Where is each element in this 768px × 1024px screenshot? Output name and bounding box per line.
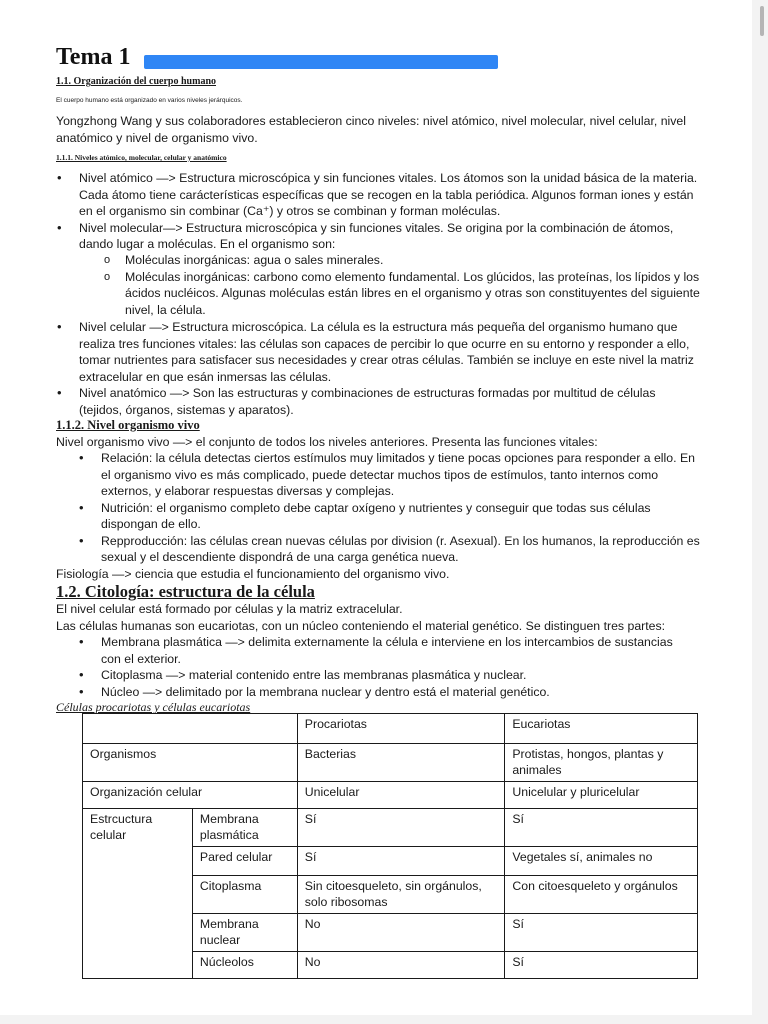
fisiologia-line: Fisiología —> ciencia que estudia el funcionamiento del organismo vivo. [56,567,450,581]
row-label: Organismos [83,744,298,782]
table-cell: No [297,952,505,979]
table-header-cell: Procariotas [297,714,505,744]
list-item: • Citoplasma —> material contenido entre las membranas plasmática y nuclear. [79,667,527,682]
table-header-cell [83,714,298,744]
list-item: • Membrana plasmática —> delimita externamente la célula e interviene en los intercambios de sustancias con el exterior. [79,634,673,666]
list-item: • Núcleo —> delimitado por la membrana nuclear y dentro está el material genético. [79,683,550,699]
table-cell: Con citoesqueleto y orgánulos [505,876,698,914]
table-cell: Sí [297,847,505,876]
bullet-icon: • [57,170,62,185]
table-cell: Sí [297,809,505,847]
list-item: • Nivel anatómico —> Son las estructuras y combinaciones de estructuras formadas por multitud de células (tejidos, órganos, sistemas y aparatos). [57,385,656,417]
section-1-1-2-heading: 1.1.2. Nivel organismo vivo [56,418,200,432]
row-label: Organización celular [83,782,298,809]
table-row [83,782,698,809]
section-1-1-heading: 1.1. Organización del cuerpo humano [56,76,217,87]
moleculas-list [104,252,700,318]
table-cell: Protistas, hongos, plantas y animales [505,744,698,782]
comparison-table [82,713,698,979]
celular-line-2: Las células humanas son eucariotas, con un núcleo conteniendo el material genético. Se distinguen tres partes: [56,619,666,633]
bullet-icon: • [57,219,62,235]
table-row [83,809,698,847]
bullet-icon: • [79,667,84,682]
section-1-2-heading: 1.2. Citología: estructura de la célula [56,582,315,601]
wang-line: anatómico y nivel de organismo vivo. [56,130,258,145]
bullet-icon: • [79,450,84,465]
list-item: o Moléculas inorgánicas: carbono como elemento fundamental. Los glúcidos, las proteínas, los lípidos y los ácidos nucléicos. Algunas moléculas están libres en el organismo y otras son constituyentes del siguiente nivel, la célula. [104,269,700,317]
bullet-icon: • [79,634,84,649]
wang-paragraph [56,113,726,146]
scrollbar-thumb[interactable] [760,6,764,36]
table-cell: Unicelular y pluricelular [505,782,698,809]
celular-line-1: El nivel celular está formado por células y la matriz extracelular. [56,602,403,616]
bullet-icon: • [79,532,84,548]
circle-bullet-icon: o [104,254,111,266]
wang-line: Yongzhong Wang y sus colaboradores establecieron cinco niveles: nivel atómico, nivel molecular, nivel celular, nivel [56,114,686,128]
table-cell: Sí [505,809,698,847]
page-title: Tema 1 [56,44,131,70]
table-cell: Sí [505,952,698,979]
section-1-1-1-heading: 1.1.1. Niveles atómico, molecular, celular y anatómico [56,153,227,162]
organismo-intro: Nivel organismo vivo —> el conjunto de todos los niveles anteriores. Presenta las funciones vitales: [56,435,598,449]
list-item: • Nutrición: el organismo completo debe captar oxígeno y nutrientes y conseguir que todas sus células dispongan de ello. [79,499,651,531]
niveles-list-2 [57,319,694,418]
row-group-label: Estrcuctura celular [83,809,193,979]
table-cell: No [297,914,505,952]
table-cell: Vegetales sí, animales no [505,847,698,876]
section-1-1-intro: El cuerpo humano está organizado en varios niveles jerárquicos. [56,97,243,104]
circle-bullet-icon: o [104,270,111,283]
title-area [56,44,506,70]
table-header-row [83,714,698,744]
list-item: • Repproducción: las células crean nuevas células por division (r. Asexual). En los humanos, la reproducción es sexual y el descendiente dispondrá de una carga genética nueva. [79,532,700,564]
partes-list [79,634,673,700]
bullet-icon: • [79,683,84,699]
table-cell: Sí [505,914,698,952]
table-cell: Sin citoesqueleto, sin orgánulos, solo ribosomas [297,876,505,914]
row-label: Citoplasma [192,876,297,914]
funciones-list [79,450,700,566]
table-cell: Bacterias [297,744,505,782]
list-item: • Nivel celular —> Estructura microscópica. La célula es la estructura más pequeña del organismo humano que realiza tres funciones vitales: las células son capaces de percibir lo que ocurre en su entorno y responder a ello, tomar nutrientes para satisfacer sus necesidades y crear otras células. También se incluye en este nivel la matriz extracelular en que esán inmersas las células. [57,319,694,384]
list-item: • Nivel molecular—> Estructura microscópica y sin funciones vitales. Se origina por la combinación de átomos, dando lugar a moléculas. En el organismo son: [57,219,674,251]
redaction-highlight [144,55,498,69]
bullet-icon: • [79,499,84,515]
row-label: Núcleolos [192,952,297,979]
table-cell: Unicelular [297,782,505,809]
list-item: • Relación: la célula detectas ciertos estímulos muy limitados y tiene pocas opciones para responder a ello. En el organismo vivo es más complicado, puede detectar muchos tipos de estímulos, tanto internos como externos, y elaborar respuestas diversas y complejas. [79,450,695,498]
list-item: • Nivel atómico —> Estructura microscópica y sin funciones vitales. Los átomos son la unidad básica de la materia. Cada átomo tiene carácterísticas específicas que se recogen en la tabla periódica. Algunos forman iones y están en el organismo sin combinar (Ca⁺) y otros se combinan y forman moléculas. [57,170,698,218]
niveles-list [57,170,698,253]
bullet-icon: • [57,385,62,400]
row-label: Pared celular [192,847,297,876]
table-row [83,744,698,782]
table-header-cell: Eucariotas [505,714,698,744]
row-label: Membrana nuclear [192,914,297,952]
row-label: Membrana plasmática [192,809,297,847]
bullet-icon: • [57,319,62,334]
list-item: o Moléculas inorgánicas: agua o sales minerales. [104,253,384,267]
table-caption: Células procariotas y células eucariotas [56,700,251,714]
